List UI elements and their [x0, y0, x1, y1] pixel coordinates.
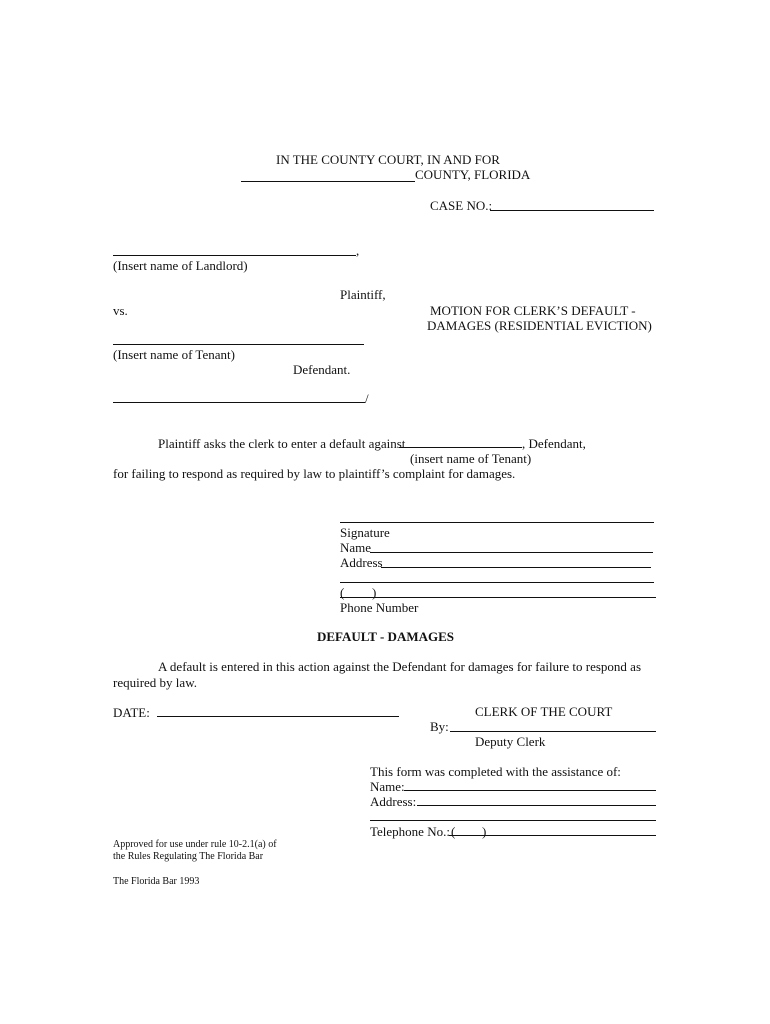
default-heading: DEFAULT - DAMAGES: [317, 629, 455, 644]
date-blank[interactable]: [157, 716, 399, 717]
vs-label: vs.: [113, 303, 128, 318]
date-label: DATE:: [113, 705, 150, 720]
landlord-comma: ,: [356, 243, 360, 258]
tenant-name-blank[interactable]: [113, 344, 364, 345]
assistance-telephone-blank[interactable]: [449, 835, 656, 836]
caption-slash: /: [365, 391, 369, 406]
court-heading: IN THE COUNTY COURT, IN AND FOR: [276, 152, 500, 167]
motion-tenant-hint: (insert name of Tenant): [410, 451, 532, 466]
motion-text-after: , Defendant,: [522, 436, 586, 451]
assistance-name-label: Name:: [370, 779, 405, 794]
assistance-intro: This form was completed with the assistance of:: [370, 764, 621, 779]
by-blank[interactable]: [450, 731, 656, 732]
telephone-paren-open: (: [451, 824, 456, 839]
county-name-blank[interactable]: [241, 181, 415, 182]
caption-end-line: [113, 402, 365, 403]
address-blank[interactable]: [381, 567, 651, 568]
defendant-name-blank[interactable]: [399, 447, 522, 448]
assistance-address-label: Address:: [370, 794, 417, 809]
motion-text-before: Plaintiff asks the clerk to enter a default against: [158, 436, 406, 451]
phone-blank[interactable]: [340, 597, 656, 598]
name-label: Name: [340, 540, 372, 555]
motion-title-line1: MOTION FOR CLERK’S DEFAULT -: [430, 303, 636, 318]
plaintiff-label: Plaintiff,: [340, 287, 386, 302]
motion-text-line2: for failing to respond as required by law to plaintiff’s complaint for damages.: [113, 466, 516, 481]
phone-paren-close: ): [372, 585, 377, 600]
assistance-address-blank[interactable]: [417, 805, 656, 806]
deputy-clerk-label: Deputy Clerk: [475, 734, 546, 749]
case-no-label: CASE NO.:: [430, 198, 493, 213]
landlord-hint: (Insert name of Landlord): [113, 258, 248, 273]
assistance-telephone-label: Telephone No.:: [370, 824, 450, 839]
name-blank[interactable]: [370, 552, 653, 553]
phone-paren-open: (: [340, 585, 345, 600]
tenant-hint: (Insert name of Tenant): [113, 347, 235, 362]
motion-title-line2: DAMAGES (RESIDENTIAL EVICTION): [427, 318, 652, 333]
assistance-address-blank-2[interactable]: [370, 820, 656, 821]
by-label: By:: [430, 719, 449, 734]
signature-line[interactable]: [340, 522, 654, 523]
default-text-line2: required by law.: [113, 675, 197, 690]
address-label: Address: [340, 555, 383, 570]
address-blank-2[interactable]: [340, 582, 654, 583]
telephone-paren-close: ): [482, 824, 487, 839]
defendant-label: Defendant.: [293, 362, 351, 377]
case-no-blank[interactable]: [490, 210, 654, 211]
landlord-name-blank[interactable]: [113, 255, 356, 256]
signature-label: Signature: [340, 525, 390, 540]
county-label: COUNTY, FLORIDA: [415, 167, 531, 182]
assistance-name-blank[interactable]: [404, 790, 656, 791]
default-text-line1: A default is entered in this action against the Defendant for damages for failure to respond as: [158, 659, 642, 674]
florida-bar-year: The Florida Bar 1993: [113, 876, 200, 887]
clerk-label: CLERK OF THE COURT: [475, 704, 613, 719]
phone-label: Phone Number: [340, 600, 419, 615]
approved-line1: Approved for use under rule 10-2.1(a) of: [113, 839, 277, 850]
approved-line2: the Rules Regulating The Florida Bar: [113, 851, 264, 862]
